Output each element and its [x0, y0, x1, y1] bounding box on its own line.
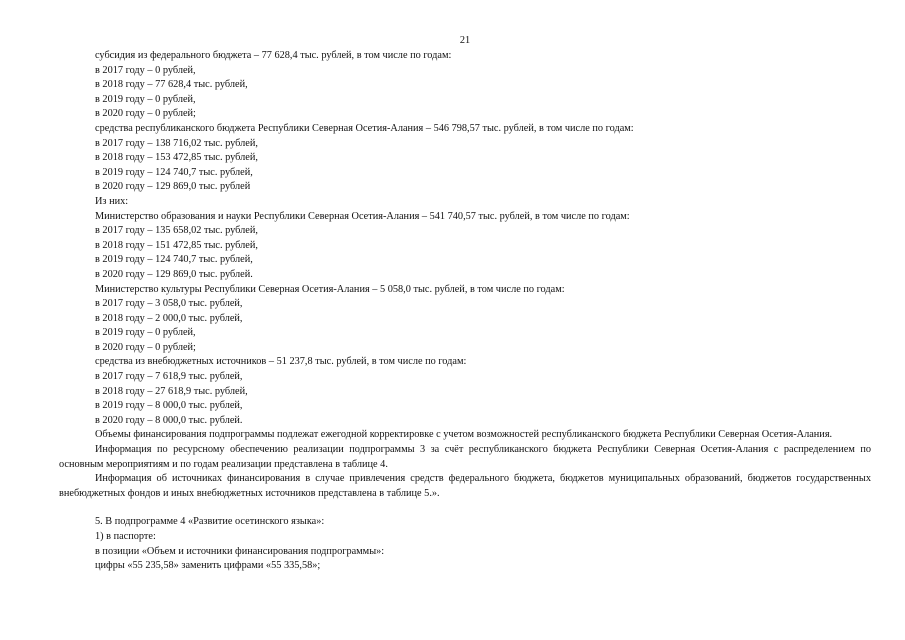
text-line: в 2020 году – 0 рублей; — [95, 108, 196, 120]
text-line: в 2018 году – 153 472,85 тыс. рублей, — [95, 152, 258, 164]
text-line: в 2018 году – 77 628,4 тыс. рублей, — [95, 79, 248, 91]
text-line: в 2018 году – 27 618,9 тыс. рублей, — [95, 385, 248, 397]
text-line: в 2019 году – 0 рублей, — [95, 93, 196, 105]
text-line: Из них: — [95, 195, 129, 207]
text-line: 1) в паспорте: — [95, 531, 156, 542]
text-line: субсидия из федерального бюджета – 77 628,4 тыс. рублей, в том числе по годам: — [95, 50, 452, 61]
text-line: в 2020 году – 0 рублей; — [95, 341, 196, 353]
text-line: в 2017 году – 3 058,0 тыс. рублей, — [95, 298, 243, 310]
text-line: в 2019 году – 124 740,7 тыс. рублей, — [95, 166, 253, 178]
text-line: в 2018 году – 2 000,0 тыс. рублей, — [95, 312, 243, 324]
text-line: в 2019 году – 124 740,7 тыс. рублей, — [95, 254, 253, 266]
text-line: в 2019 году – 8 000,0 тыс. рублей, — [95, 400, 243, 412]
text-line: в 2020 году – 8 000,0 тыс. рублей. — [95, 414, 243, 426]
text-line: в позиции «Объем и источники финансирования подпрограммы»: — [95, 545, 385, 557]
text-line: в 2017 году – 138 716,02 тыс. рублей, — [95, 137, 258, 149]
text-line: в 2017 году – 7 618,9 тыс. рублей, — [95, 371, 243, 383]
spacer — [59, 501, 871, 515]
text-line: Министерство образования и науки Республики Северная Осетия-Алания – 541 740,57 тыс. рублей, в том числе по годам: — [95, 210, 630, 222]
document-body — [59, 49, 871, 574]
page-number: 21 — [459, 35, 471, 46]
text-line: Министерство культуры Республики Северная Осетия-Алания – 5 058,0 тыс. рублей, в том числе по годам: — [95, 283, 565, 295]
text-line: 5. В подпрограмме 4 «Развитие осетинского языка»: — [95, 516, 325, 528]
text-line: цифры «55 235,58» заменить цифрами «55 335,58»; — [95, 560, 321, 572]
paragraph-funding-sources: Информация об источниках финансирования в случае привлечения средств федерального бюджета, бюджетов муниципальных образований, бюджетов государственных внебюджетных фондов и иных внебюджетных источников представлена в таблице 5.». — [59, 473, 871, 499]
text-line: в 2017 году – 135 658,02 тыс. рублей, — [95, 225, 258, 237]
paragraph-resource-info: Информация по ресурсному обеспечению реализации подпрограммы 3 за счёт республиканского бюджета Республики Северная Осетия-Алания с распределением по основным мероприятиям и по годам реализации представлена в таблице 4. — [59, 444, 871, 470]
text-line: средства республиканского бюджета Республики Северная Осетия-Алания – 546 798,57 тыс. рублей, в том числе по годам: — [95, 122, 634, 134]
paragraph-funding-adjustment: Объемы финансирования подпрограммы подлежат ежегодной корректировке с учетом возможностей республиканского бюджета Республики Северная Осетия-Алания. — [95, 429, 833, 441]
text-line: в 2020 году – 129 869,0 тыс. рублей — [95, 181, 251, 193]
text-line: в 2020 году – 129 869,0 тыс. рублей. — [95, 268, 253, 280]
text-line: средства из внебюджетных источников – 51 237,8 тыс. рублей, в том числе по годам: — [95, 356, 467, 368]
text-line: в 2018 году – 151 472,85 тыс. рублей, — [95, 239, 258, 251]
text-line: в 2019 году – 0 рублей, — [95, 327, 196, 339]
text-line: в 2017 году – 0 рублей, — [95, 64, 196, 76]
